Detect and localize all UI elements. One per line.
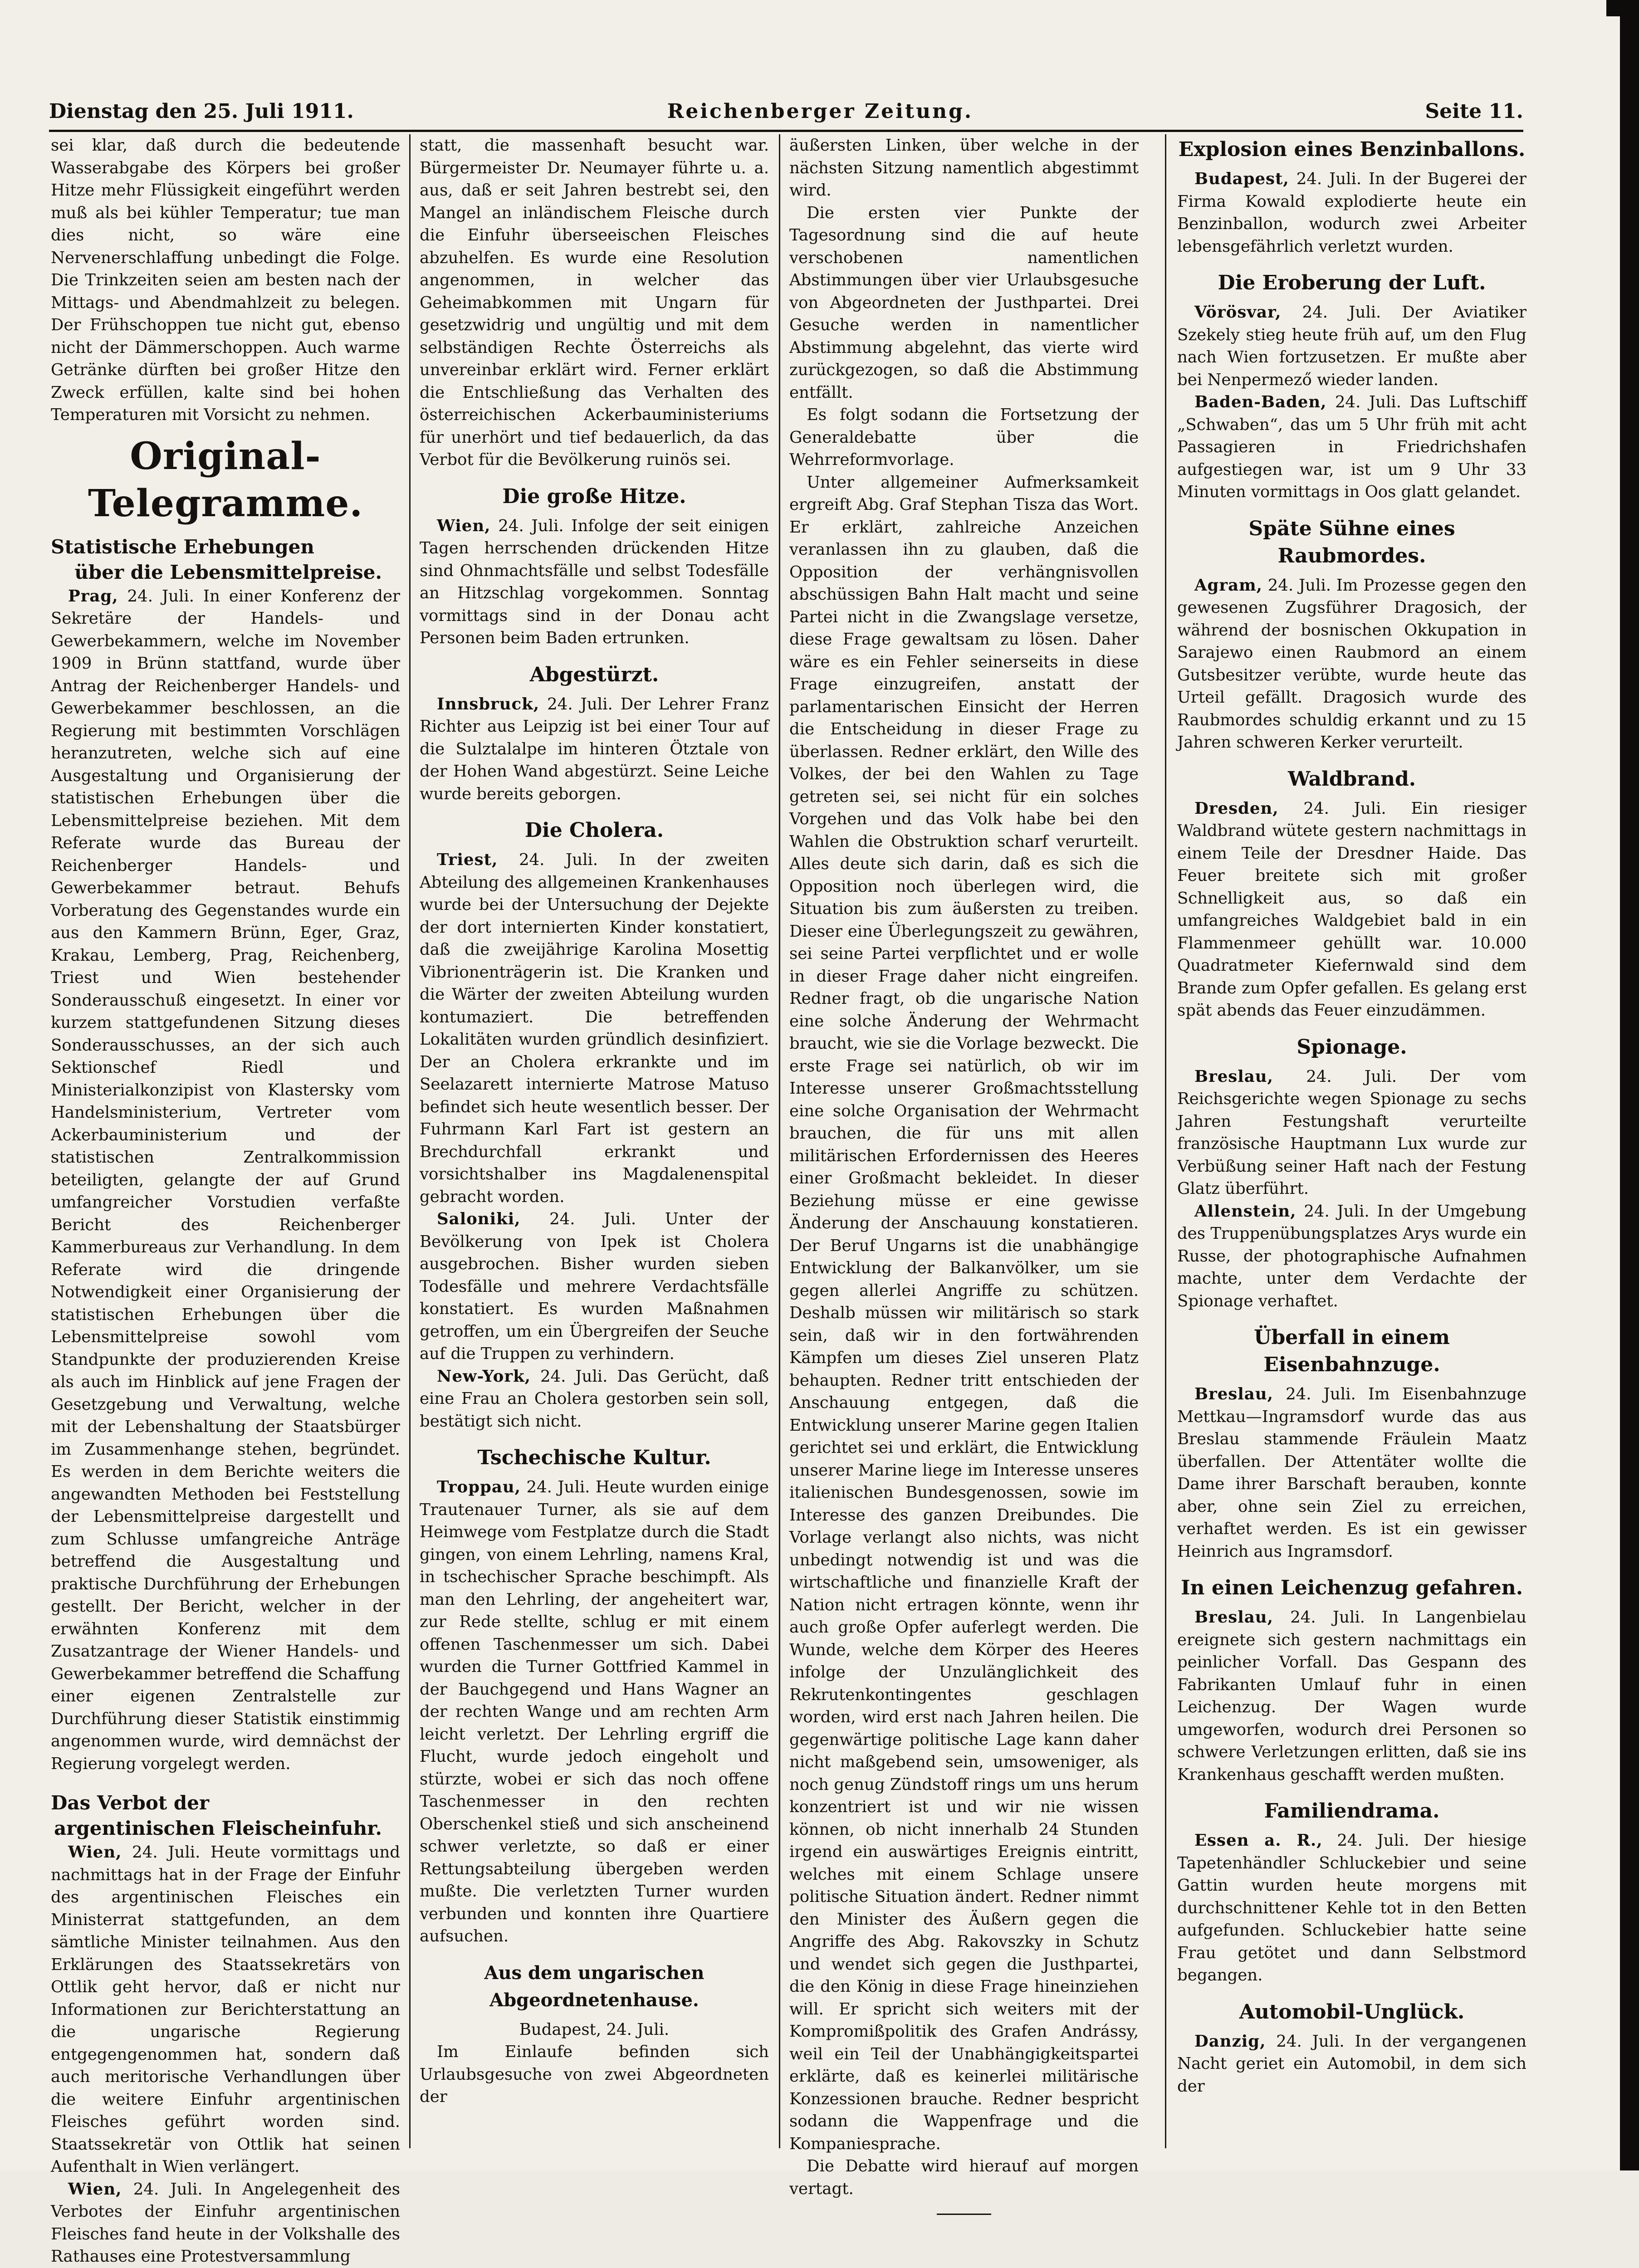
dateline: Wien,	[68, 1843, 122, 1862]
article-headline: Die Eroberung der Luft.	[1218, 271, 1486, 294]
dateline: Danzig,	[1194, 2032, 1266, 2051]
article-body	[1177, 1066, 1526, 1200]
article-body	[51, 1841, 400, 2178]
column-2	[420, 134, 769, 2148]
scan-border	[1620, 0, 1639, 2170]
article-body	[420, 1208, 769, 1365]
dateline: Breslau,	[1194, 1385, 1273, 1403]
article-body	[1177, 1383, 1526, 1563]
article-text: 24. Juli. Das Luftschiff „Schwaben“, das um 5 Uhr früh mit acht Passagieren in Friedrichshafen aufgestiegen war, ist um 9 Uhr 33 Minuten vormittags in Oos glatt gelandet.	[1177, 393, 1526, 501]
dateline: Breslau,	[1194, 1608, 1273, 1627]
article-text: 24. Juli. In der vergangenen Nacht geriet ein Automobil, in dem sich der	[1177, 2032, 1526, 2096]
column-1	[51, 134, 400, 2266]
running-head	[49, 97, 1523, 126]
dateline: Budapest,	[1194, 170, 1289, 188]
page-number: Seite 11.	[1425, 100, 1523, 123]
dateline: Saloniki,	[437, 1210, 521, 1228]
article-text: 24. Juli. Unter der Bevölkerung von Ipek ist Cholera ausgebrochen. Bisher wurden sieben Todesfälle und mehrere Verdachtsfälle konstatiert. Es wurden Maßnahmen getroffen, um ein Übergreifen der Seuche auf die Truppen zu verhindern.	[420, 1210, 769, 1363]
article-body: Im Einlaufe befinden sich Urlaubsgesuche von zwei Abgeordneten der	[420, 2043, 769, 2106]
header-rule	[49, 130, 1523, 132]
article-text: 24. Juli. Der vom Reichsgerichte wegen Spionage zu sechs Jahren Festungshaft verurteilte französische Hauptmann Lux wurde zur Verbüßung seiner Haft nach der Festung Glatz überführt.	[1177, 1067, 1526, 1198]
article-body	[1177, 797, 1526, 1022]
article-text: 24. Juli. Ein riesiger Waldbrand wütete gestern nachmittags in einem Teile der Dresdner Haide. Das Feuer breitete sich mit großer Schnelligkeit aus, so daß ein umfangreiches Waldgebiet bald in ein Flammenmeer gehüllt war. 10.000 Quadratmeter Kiefernwald sind dem Brande zum Opfer gefallen. Es gelang erst spät abends das Feuer einzudämmen.	[1177, 799, 1526, 1020]
dateline: Baden-Baden,	[1194, 393, 1327, 411]
column-rule	[1165, 134, 1166, 2148]
dateline-centered: Budapest, 24. Juli.	[519, 2020, 670, 2039]
article-text: 24. Juli. In der Umgebung des Truppenübungsplatzes Arys wurde ein Russe, der photographische Aufnahmen machte, unter dem Verdachte der Spionage verhaftet.	[1177, 1202, 1526, 1310]
article-body	[1177, 1829, 1526, 1987]
article-headline-continued: über die Lebensmittelpreise.	[74, 561, 382, 583]
article-text: 24. Juli. In der zweiten Abteilung des allgemeinen Krankenhauses wurde bei der Untersuchung der Dejekte der dort internierten Kinder konstatiert, daß die zweijährige Karolina Mosettig Vibrionenträgerin ist. Die Kranken und die Wärter der zweiten Abteilung wurden kontumaziert. Die betreffenden Lokalitäten wurden gründlich desinfiziert. Der an Cholera erkrankte und im Seelazarett internierte Matrose Matuso befindet sich heute wesentlich besser. Der Fuhrmann Karl Fart ist gestern an Brechdurchfall erkrankt und vorsichtshalber ins Magdalenenspital gebracht worden.	[420, 850, 769, 1206]
article-body	[1177, 301, 1526, 391]
article-text: 24. Juli. Der Aviatiker Szekely stieg heute früh auf, um den Flug nach Wien fortzusetzen. Er mußte aber bei Nenpermező wieder landen.	[1177, 303, 1526, 389]
continued-text: sei klar, daß durch die bedeutende Wasserabgabe des Körpers bei großer Hitze mehr Flüssigkeit eingeführt werden muß als bei kühler Temperatur; tue man dies nicht, so wäre eine Nervenerschlaffung unbedingt die Folge. Die Trinkzeiten seien am besten nach der Mittags- und Abendmahlzeit zu belegen. Der Frühschoppen tue nicht gut, ebenso nicht der Dämmerschoppen. Auch warme Getränke dürften bei großer Hitze den Zweck erfüllen, kalte sind bei hohen Temperaturen mit Vorsicht zu nehmen.	[51, 136, 400, 424]
dateline: Innsbruck,	[437, 694, 540, 714]
dateline: Dresden,	[1194, 799, 1279, 818]
column-3	[789, 134, 1139, 2198]
article-body	[420, 515, 769, 650]
article-text: 24. Juli. Heute wurden einige Trautenauer Turner, als sie auf dem Heimwege vom Festplatze durch die Stadt gingen, von einem Lehrling, namens Kral, in tschechischer Sprache beschimpft. Als man den Lehrling, der angeheitert war, zur Rede stellte, schlug er mit einem offenen Taschenmesser um sich. Dabei wurden die Turner Gottfried Kammel in der Bauchgegend und Hans Wagner an der rechten Wange und am rechten Arm leicht verletzt. Der Lehrling ergriff die Flucht, wurde jedoch eingeholt und stürzte, wobei er sich das noch offene Taschenmesser in den rechten Oberschenkel stieß und sich anscheinend schwer verletzte, so daß er einer Rettungsabteilung übergeben werden mußte. Die verletzten Turner wurden verbunden und konnten ihre Quartiere aufsuchen.	[420, 1478, 769, 1945]
article-headline: Tschechische Kultur.	[477, 1446, 711, 1469]
article-body	[1177, 391, 1526, 503]
article-text: 24. Juli. Heute vormittags und nachmittags hat in der Frage der Einfuhr des argentinischen Fleisches ein Ministerrat stattgefunden, an dem sämtliche Minister teilnahmen. Aus den Erklärungen des Staatssekretärs von Ottlik geht hervor, daß er nicht nur Informationen zur Berichterstattung an die ungarische Regierung entgegengenommen hat, sondern daß auch meritorische Verhandlungen über die weitere Einfuhr argentinischen Fleisches geführt worden sind. Staatssekretär von Ottlik hat seinen Aufenthalt in Wien verlängert.	[51, 1843, 400, 2176]
column-4	[1177, 134, 1526, 2148]
article-headline: Familiendrama.	[1264, 1799, 1440, 1823]
scan-border-corner	[1606, 0, 1620, 16]
dateline: Prag,	[68, 587, 118, 606]
column-rule	[779, 134, 780, 2148]
article-body	[420, 1365, 769, 1433]
article-headline: Automobil-Unglück.	[1239, 2000, 1465, 2024]
article-headline-continued: argentinischen Fleischeinfuhr.	[54, 1817, 382, 1839]
dateline: Breslau,	[1194, 1067, 1273, 1086]
article-text: 24. Juli. Der Lehrer Franz Richter aus Leipzig ist bei einer Tour auf die Sulztalalpe im hinteren Ötztale von der Hohen Wand abgestürzt. Seine Leiche wurde bereits geborgen.	[420, 694, 769, 803]
article-text: 24. Juli. In einer Konferenz der Sekretäre der Handels- und Gewerbekammern, welche im November 1909 in Brünn stattfand, wurde über Antrag der Reichenberger Handels- und Gewerbekammer beschlossen, an die Regierung mit bestimmten Vorschlägen heranzutreten, welche sich auf eine Ausgestaltung und Organisierung der statistischen Erhebungen über die Lebensmittelpreise beziehen. Mit dem Referate wurde das Bureau der Reichenberger Handels- und Gewerbekammer betraut. Behufs Vorberatung des Gegenstandes wurde ein aus den Kammern Brünn, Eger, Graz, Krakau, Lemberg, Prag, Reichenberg, Triest und Wien bestehender Sonderausschuß eingesetzt. In einer vor kurzem stattgefundenen Sitzung dieses Sonderausschusses, an der sich auch Sektionschef Riedl und Ministerialkonzipist von Klastersky vom Handelsministerium, Vertreter vom Ackerbauministerium und der statistischen Zentralkommission beteiligten, gelangte der auf Grund umfangreicher Vorstudien verfaßte Bericht des Reichenberger Kammerbureaus zur Verhandlung. In dem Referate wird die dringende Notwendigkeit einer Organisierung der statistischen Erhebungen über die Lebensmittelpreise sowohl vom Standpunkte der produzierenden Kreise als auch im Hinblick auf jene Fragen der Gesetzgebung und Verwaltung, welche mit der Lebenshaltung der Staatsbürger im Zusammenhange stehen, begründet. Es werden in dem Berichte weiters die angewandten Methoden bei Feststellung der Lebensmittelpreise dargestellt und zum Schlusse umfangreiche Anträge betreffend die Ausgestaltung und praktische Durchführung der Erhebungen gestellt. Der Bericht, welcher in der erwähnten Konferenz mit dem Zusatzantrage der Wiener Handels- und Gewerbekammer betreffend die Schaffung einer eigenen Zentralstelle zur Durchführung dieser Statistik einstimmig angenommen wurde, wird demnächst der Regierung vorgelegt werden.	[51, 587, 400, 1773]
article-headline: Waldbrand.	[1287, 767, 1416, 791]
article-body	[1177, 574, 1526, 754]
dateline: Troppau,	[437, 1478, 521, 1496]
article-text: 24. Juli. Im Eisenbahnzuge Mettkau—Ingramsdorf wurde das aus Breslau stammende Fräulein Maatz überfallen. Der Attentäter wollte die Dame ihrer Barschaft berauben, konnte aber, ohne sein Ziel zu erreichen, verhaftet werden. Es ist ein gewisser Heinrich aus Ingramsdorf.	[1177, 1385, 1526, 1561]
dateline: Essen a. R.,	[1194, 1831, 1323, 1850]
article-headline: Aus dem ungarischen Abgeordnetenhause.	[484, 1962, 705, 2011]
section-divider	[937, 2214, 991, 2215]
article-body	[1177, 1606, 1526, 1786]
article-headline: Abgestürzt.	[529, 663, 659, 686]
article-body: Die Debatte wird hierauf auf morgen vertagt.	[789, 2157, 1139, 2198]
article-body: Es folgt sodann die Fortsetzung der Generaldebatte über die Wehrreformvorlage.	[789, 406, 1139, 469]
dateline: New-York,	[437, 1367, 531, 1386]
article-body	[420, 693, 769, 806]
article-headline: Späte Sühne eines Raubmordes.	[1248, 517, 1455, 567]
article-body	[51, 585, 400, 1775]
article-text: 24. Juli. In der Bugerei der Firma Kowald explodierte heute ein Benzinballon, wodurch zwei Arbeiter lebensgefährlich verletzt wurden.	[1177, 170, 1526, 256]
article-body	[1177, 2030, 1526, 2098]
article-text: 24. Juli. In Langenbielau ereignete sich gestern nachmittags ein peinlicher Vorfall. Das Gespann des Fabrikanten Umlauf fuhr in einen Leichenzug. Der Wagen wurde umgeworfen, wodurch drei Personen so schwere Verletzungen erlitten, daß sie ins Krankenhaus geschafft werden mußten.	[1177, 1608, 1526, 1784]
article-body	[51, 2178, 400, 2268]
article-headline: In einen Leichenzug gefahren.	[1180, 1576, 1523, 1599]
continued-text: statt, die massenhaft besucht war. Bürgermeister Dr. Neumayer führte u. a. aus, daß er seit Jahren bestrebt sei, den Mangel an inländischem Fleische durch die Einfuhr überseeischen Fleisches abzuhelfen. Es wurde eine Resolution angenommen, in welcher das Geheimabkommen mit Ungarn für gesetzwidrig und ungültig und mit dem selbständigen Rechte Österreichs als unvereinbar erklärt wird. Ferner erklärt die Entschließung das Verhalten des österreichischen Ackerbauministeriums für unerhört und tief bedauerlich, da das Verbot für die Bevölkerung ruinös sei.	[420, 136, 769, 469]
dateline: Agram,	[1194, 576, 1262, 595]
newspaper-name: Reichenberger Zeitung.	[667, 100, 974, 123]
article-body: Unter allgemeiner Aufmerksamkeit ergreift Abg. Graf Stephan Tisza das Wort. Er erklärt, zahlreiche Anzeichen veranlassen ihn zu glauben, daß die Opposition der verhängnisvollen abschüssigen Bahn Halt macht und seine Partei nicht in die Zwangslage versetze, diese Frage gewaltsam zu lösen. Daher wäre es ein Fehler seinerseits in diese Frage einzugreifen, anstatt der parlamentarischen Einsicht der Herren die Entscheidung in dieser Frage zu überlassen. Redner erklärt, den Wille des Volkes, der bei den Wahlen zu Tage getreten sei, sei nicht für ein solches Vorgehen und das Volk habe bei den Wahlen die Obstruktion scharf verurteilt. Alles deute sich darin, daß es sich die Opposition noch überlegen wird, die Situation bis zum äußersten zu treiben. Dieser eine Überlegungszeit zu gewähren, sei seine Partei verpflichtet und er wolle in dieser Frage daher nicht eingreifen. Redner fragt, ob die ungarische Nation eine solche Änderung der Wehrmacht braucht, wie sie die Vorlage bezweckt. Die erste Frage sei natürlich, ob wir im Interesse unserer Großmachtsstellung eine solche Organisation der Wehrmacht brauchen, die für uns mit allen militärischen Erfordernissen des Heeres einer Großmacht bekleidet. In dieser Beziehung müsse er eine gewisse Änderung der Anschauung konstatieren. Der Beruf Ungarns ist die unabhängige Entwicklung der Balkanvölker, um sie gegen allerlei Angriffe zu schützen. Deshalb müssen wir militärisch so stark sein, daß wir in den fortwährenden Kämpfen um dieses Ziel unseren Platz behaupten. Redner tritt entschieden der Anschauung entgegen, daß die Entwicklung unserer Marine gegen Italien gerichtet sei und erklärt, die Entwicklung unserer Marine liege im Interesse unseres italienischen Bundesgenossen, sowie im Interesse des ganzen Dreibundes. Die Vorlage verlangt also nichts, was nicht unbedingt notwendig ist und was die wirtschaftliche und finanzielle Kraft der Nation nicht ertragen könnte, wenn ihr auch große Opfer auferlegt werden. Die Wunde, welche dem Körper des Heeres infolge der Unzulänglichkeit des Rekrutenkontingentes geschlagen worden, wird erst nach Jahren heilen. Die gegenwärtige politische Lage kann daher nicht maßgebend sein, umsoweniger, als noch genug Zündstoff rings um uns herum konzentriert ist und wir nie wissen können, ob nicht innerhalb 24 Stunden irgend ein auswärtiges Ereignis eintritt, welches mit einem Schlage unsere politische Situation ändert. Redner nimmt den Minister des Äußern gegen die Angriffe des Abg. Rakovszky in Schutz und wendet sich gegen die Justhpartei, die den König in diese Frage hineinziehen will. Er spricht sich weiters mit der Kompromißpolitik des Grafen Andrássy, weil ein Teil der Unabhängigkeitspartei erklärte, daß es keinerlei militärische Konzessionen brauche. Redner bespricht sodann die Wappenfrage und die Kompaniesprache.	[789, 473, 1139, 2153]
article-headline: Das Verbot der	[51, 1792, 210, 1814]
article-body	[1177, 168, 1526, 258]
dateline: Wien,	[68, 2180, 122, 2199]
article-text: 24. Juli. Das Gerücht, daß eine Frau an Cholera gestorben sein soll, bestätigt sich nicht.	[420, 1367, 769, 1431]
article-headline: Statistische Erhebungen	[51, 535, 314, 558]
issue-date: Dienstag den 25. Juli 1911.	[49, 100, 354, 123]
article-headline: Spionage.	[1297, 1035, 1407, 1059]
article-text: 24. Juli. Der hiesige Tapetenhändler Schluckebier und seine Gattin wurden heute morgens mit durchschnittener Kehle tot in den Betten aufgefunden. Schluckebier hatte seine Frau getötet und dann Selbstmord begangen.	[1177, 1831, 1526, 1984]
article-text: 24. Juli. Im Prozesse gegen den gewesenen Zugsführer Dragosich, der während der bosnischen Okkupation in Sarajewo einen Raubmord an einem Gutsbesitzer verübte, wurde heute das Urteil gefällt. Dragosich wurde des Raubmordes schuldig erkannt und zu 15 Jahren schweren Kerker verurteilt.	[1177, 576, 1526, 752]
dateline: Triest,	[437, 850, 498, 869]
article-headline: Explosion eines Benzinballons.	[1178, 138, 1526, 161]
dateline: Wien,	[437, 516, 491, 535]
article-text: 24. Juli. In Angelegenheit des Verbotes der Einfuhr argentinischen Fleisches fand heute in der Volkshalle des Rathauses eine Protestversammlung	[51, 2180, 400, 2266]
article-headline: Überfall in einem Eisenbahnzuge.	[1254, 1326, 1450, 1376]
article-headline: Die Cholera.	[524, 819, 664, 842]
article-text: 24. Juli. Infolge der seit einigen Tagen herrschenden drückenden Hitze sind Ohnmachtsfälle und selbst Todesfälle an Hitzschlag vorgekommen. Sonntag vormittags sind in der Donau acht Personen beim Baden ertrunken.	[420, 516, 769, 647]
article-body	[420, 849, 769, 1208]
continued-text: äußersten Linken, über welche in der nächsten Sitzung namentlich abgestimmt wird.	[789, 136, 1139, 200]
dateline: Vörösvar,	[1194, 303, 1282, 322]
article-body	[1177, 1200, 1526, 1313]
article-headline: Die große Hitze.	[502, 484, 686, 508]
article-body	[420, 1476, 769, 1948]
column-rule	[409, 134, 411, 2148]
article-body: Die ersten vier Punkte der Tagesordnung sind die auf heute verschobenen namentlichen Abstimmungen über vier Urlaubsgesuche von Abgeordneten der Justhpartei. Drei Gesuche werden in namentlicher Abstimmung abgelehnt, das vierte wird zurückgezogen, so daß die Abstimmung entfällt.	[789, 203, 1139, 402]
section-title: Original-Telegramme.	[88, 434, 363, 525]
dateline: Allenstein,	[1194, 1202, 1297, 1221]
